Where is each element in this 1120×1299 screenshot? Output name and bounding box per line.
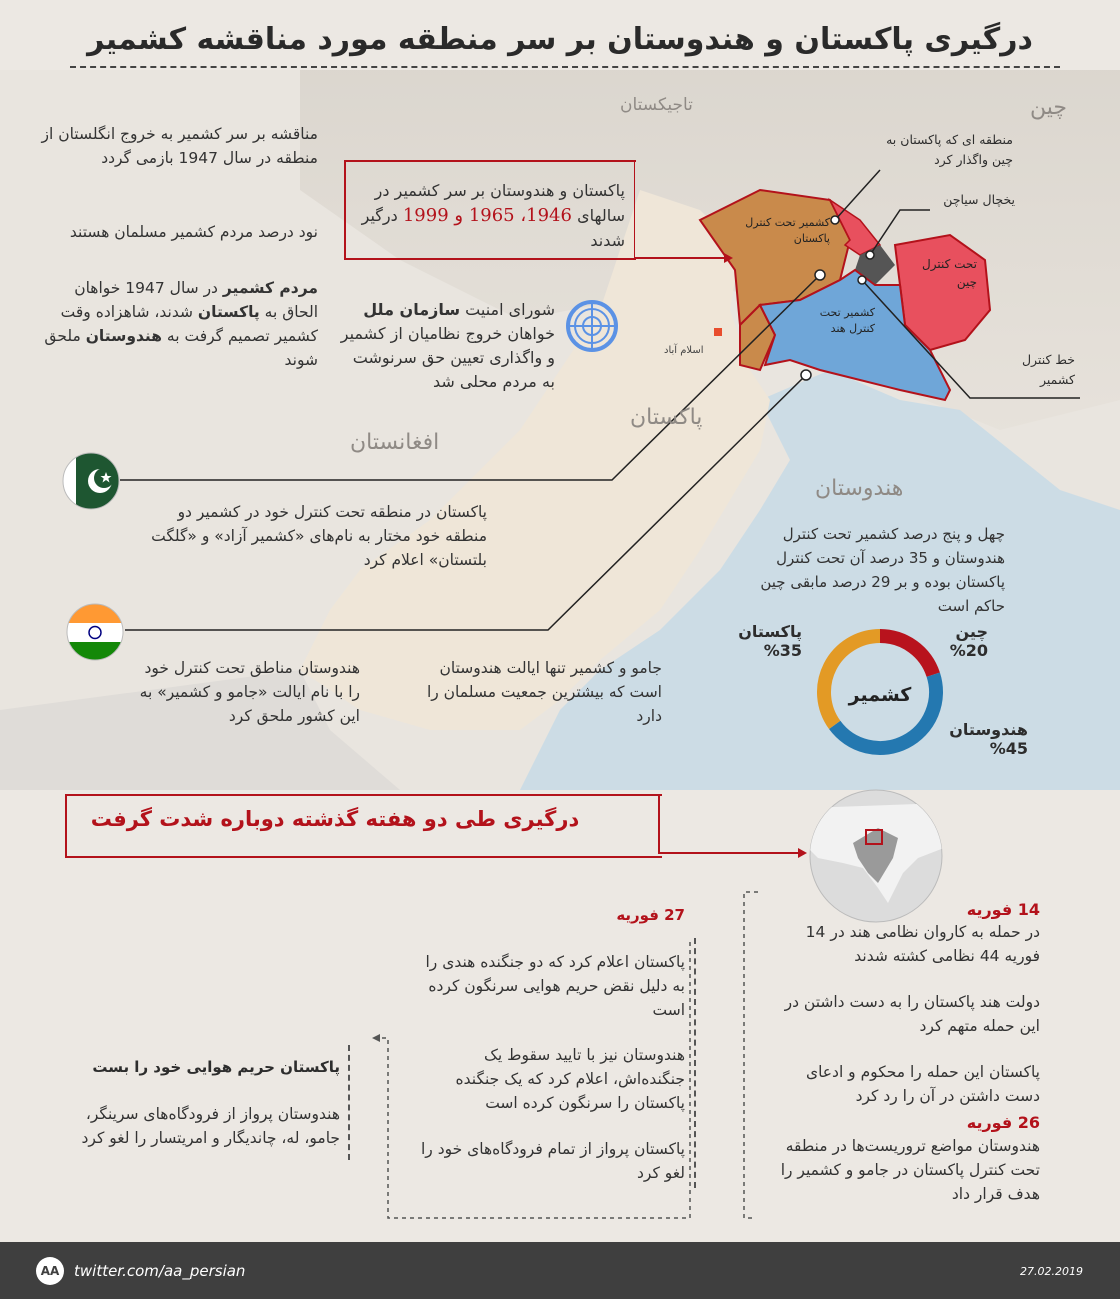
pakistan-flag-icon <box>60 452 122 510</box>
feb27-text-1: پاکستان اعلام کرد که دو جنگنده هندی را به دلیل نقض حریم هوایی سرنگون کرده است <box>425 953 685 1019</box>
feb14-text-1: در حمله به کاروان نظامی هند در 14 فوریه 44 نظامی کشته شدند <box>805 923 1040 965</box>
airspace-rule <box>348 1045 350 1160</box>
label-kashmir-india: کشمیر تحت کنترل هند <box>819 306 875 335</box>
label-afghanistan: افغانستان <box>350 430 440 455</box>
donut-center-title: کشمیر <box>848 684 912 706</box>
donut-value-china: %20 <box>949 641 988 660</box>
donut-label-india <box>950 720 1028 758</box>
feb27-rule <box>694 938 696 1188</box>
wars-line2: درگیر شدند <box>361 206 625 250</box>
callout-line-of-control: خط کنترل کشمیر <box>1021 352 1075 387</box>
donut-value-pakistan: %35 <box>763 641 802 660</box>
donut-label-pakistan <box>740 622 802 660</box>
donut-slice-china <box>880 636 933 675</box>
intro-text-c: ملحق شوند <box>44 327 318 369</box>
feb27-text-3: پاکستان پرواز از تمام فرودگاه‌های خود را لغو کرد <box>421 1140 685 1182</box>
wars-box-arrow <box>634 160 734 270</box>
donut-label-china-name: چین <box>955 622 988 641</box>
label-india: هندوستان <box>815 476 904 501</box>
airspace-text: هندوستان پرواز از فرودگاه‌های سرینگر، جامو، له، چاندیگار و امریتسار را لغو کرد <box>81 1105 340 1147</box>
aa-logo: AA <box>36 1257 64 1285</box>
intro-text-b: شدند، شاهزاده وقت کشمیر تصمیم گرفت به <box>60 303 318 345</box>
wars-text <box>355 178 625 253</box>
donut-value-india: %45 <box>989 739 1028 758</box>
intro-bold-india: هندوستان <box>85 327 162 345</box>
feb26-date: 26 فوریه <box>966 1113 1040 1132</box>
jammu-note: جامو و کشمیر تنها ایالت هندوستان است که بیشترین جمعیت مسلمان را دارد <box>426 659 662 725</box>
feb27-text-2: هندوستان نیز با تایید سقوط یک جنگنده‌اش، اعلام کرد که یک جنگنده پاکستان را سرنگون کرده است <box>455 1046 685 1112</box>
islamabad-marker <box>714 328 722 336</box>
donut-slice-pakistan <box>824 636 880 725</box>
callout-china-ceded: منطقه ای که پاکستان به چین واگذار کرد <box>886 132 1013 167</box>
un-bold: سازمان ملل <box>363 300 461 319</box>
footer-date: 27.02.2019 <box>1020 1265 1083 1278</box>
donut-label-india-name: هندوستان <box>949 720 1028 739</box>
feb14-date: 14 فوریه <box>966 900 1040 919</box>
feb14-text-2: دولت هند پاکستان را به دست داشتن در این حمله متهم کرد <box>784 993 1040 1035</box>
donut-label-china <box>938 622 988 660</box>
intro-text-a: در سال 1947 خواهان الحاق به <box>74 279 318 321</box>
wars-years: 1946، 1965 و 1999 <box>402 205 572 226</box>
donut-label-pakistan-name: پاکستان <box>738 622 802 641</box>
title-divider <box>70 66 1060 68</box>
pakistan-note: پاکستان در منطقه تحت کنترل خود در کشمیر دو منطقه خود مختار به نام‌های «کشمیر آزاد» و «گلگت بلتستان» اعلام کرد <box>151 503 487 569</box>
callout-siachen: یخچال سیاچن <box>943 192 1015 207</box>
feb27-date: 27 فوریه <box>616 906 685 924</box>
un-text: خواهان خروج نظامیان از کشمیر و واگذاری تعیین حق سرنوشت به مردم محلی شد <box>340 324 555 391</box>
kashmir-donut-chart <box>810 622 950 762</box>
wars-line1: پاکستان و هندوستان بر سر کشمیر در سالهای <box>374 181 625 225</box>
label-islamabad: اسلام آباد <box>664 345 704 356</box>
label-kashmir-china: تحت کنترل چین <box>922 257 977 289</box>
intro-history: مناقشه بر سر کشمیر به خروج انگلستان از منطقه در سال 1947 بازمی گردد <box>41 125 318 167</box>
india-note: هندوستان مناطق تحت کنترل خود را با نام ایالت «جامو و کشمیر» به این کشور ملحق کرد <box>139 659 360 725</box>
callout-dot-china <box>831 216 839 224</box>
feb26-text-1: هندوستان مواضع تروریست‌ها در منطقه تحت کنترل پاکستان در جامو و کشمیر را هدف قرار داد <box>780 1137 1040 1203</box>
intro-bold-pakistan: پاکستان <box>197 303 260 321</box>
section-banner-arrow <box>658 820 808 860</box>
feb14-text-3: پاکستان این حمله را محکوم و ادعای دست داشتن در آن را رد کرد <box>805 1063 1040 1105</box>
intro-muslims: نود درصد مردم کشمیر مسلمان هستند <box>69 223 318 241</box>
callout-dot-india <box>801 370 811 380</box>
india-flag-icon <box>64 603 126 661</box>
callout-dot-pakistan <box>815 270 825 280</box>
label-pakistan: پاکستان <box>630 405 703 430</box>
page-title: درگیری پاکستان و هندوستان بر سر منطقه مورد مناقشه کشمیر <box>87 22 1033 57</box>
un-emblem-icon <box>562 296 622 356</box>
footer-twitter-link[interactable]: twitter.com/aa_persian <box>74 1262 246 1280</box>
label-kashmir-pakistan: کشمیر تحت کنترل پاکستان <box>745 216 830 245</box>
label-china: چین <box>1030 95 1067 120</box>
callout-dot-siachen <box>866 251 874 259</box>
un-prefix: شورای امنیت <box>460 300 555 319</box>
intro-bold-people: مردم کشمیر <box>222 279 318 297</box>
share-note: چهل و پنج درصد کشمیر تحت کنترل هندوستان و 35 درصد آن تحت کنترل پاکستان بوده و بر 29 درصد مابقی چین حاکم است <box>760 525 1005 615</box>
section-banner-title: درگیری طی دو هفته گذشته دوباره شدت گرفت <box>90 807 580 831</box>
un-note <box>335 298 555 394</box>
intro-accession <box>40 276 318 372</box>
callout-dot-loc <box>858 276 866 284</box>
airspace-title: پاکستان حریم هوایی خود را بست <box>92 1058 340 1076</box>
label-tajikistan: تاجیکستان <box>620 95 693 115</box>
